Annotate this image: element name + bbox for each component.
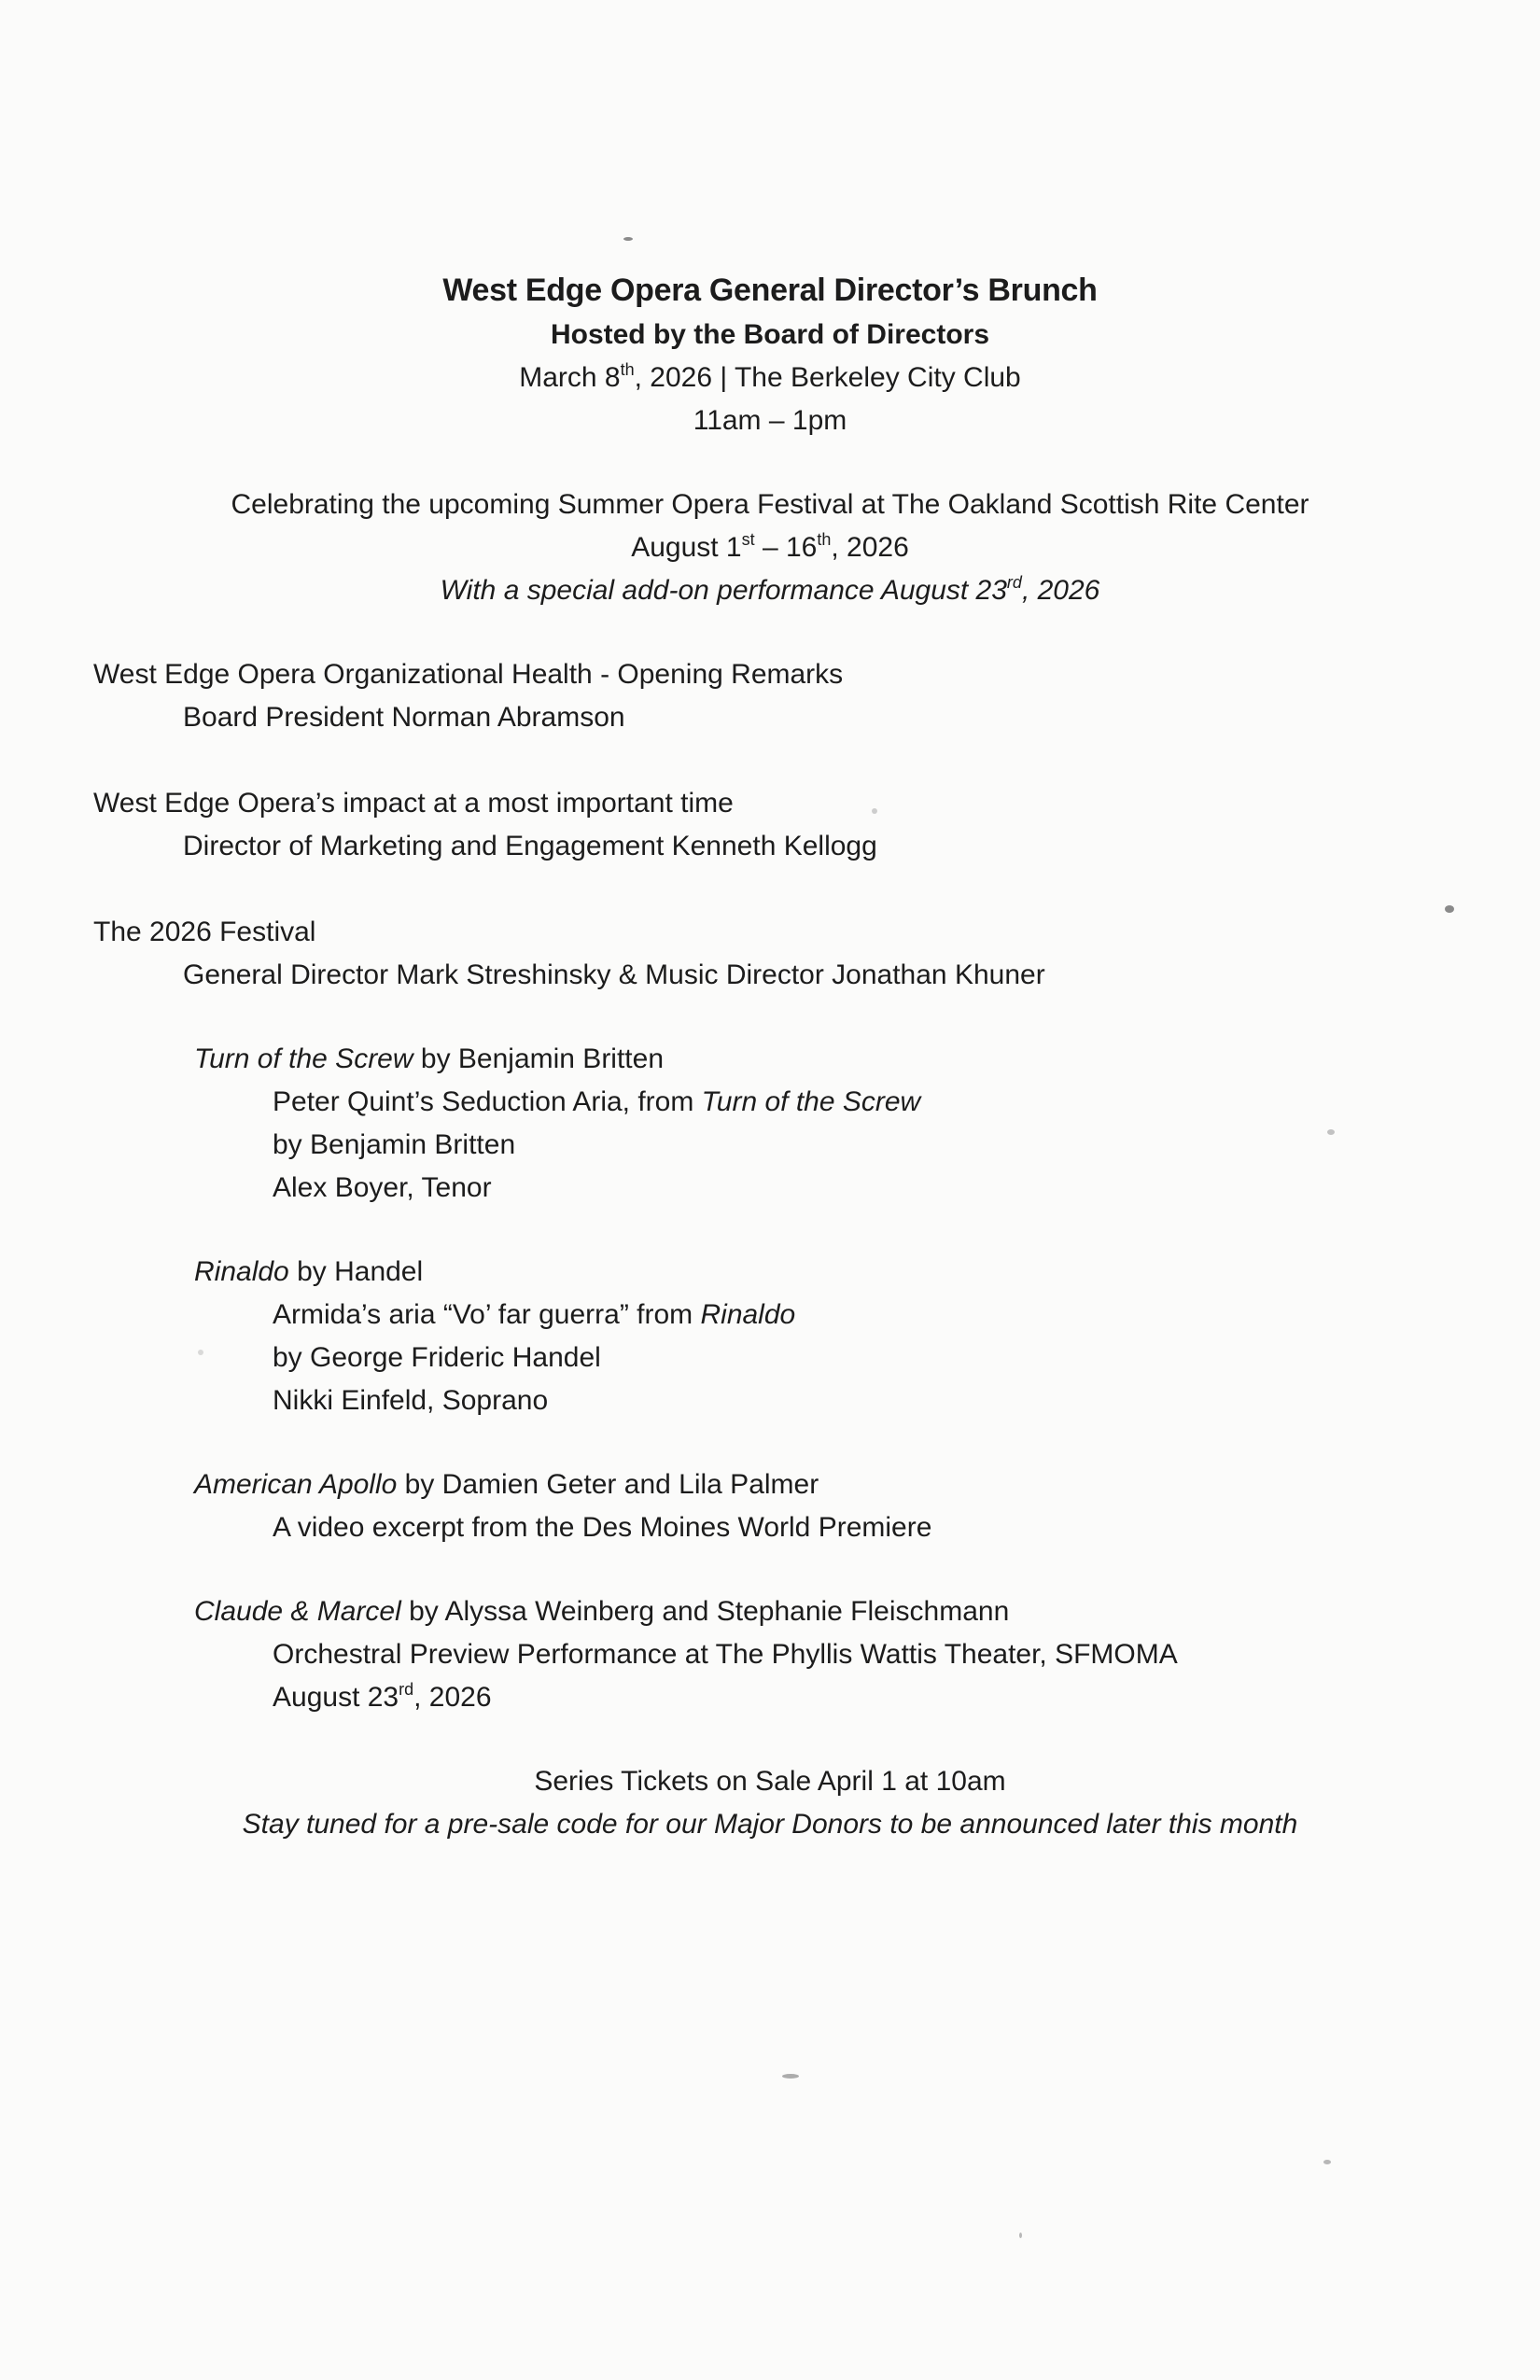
event-host: Hosted by the Board of Directors [550, 319, 990, 350]
work-performer: Alex Boyer, Tenor [273, 1172, 492, 1203]
presale-notice: Stay tuned for a pre-sale code for our Major Donors to be announced later this month [242, 1809, 1298, 1840]
work-detail: Orchestral Preview Performance at The Phyllis Wattis Theater, SFMOMA [273, 1639, 1178, 1670]
program-item-speaker: Board President Norman Abramson [183, 702, 625, 733]
work-heading: Turn of the Screw by Benjamin Britten [194, 1043, 665, 1074]
scan-speck [872, 808, 877, 814]
work-detail: by George Frideric Handel [273, 1342, 601, 1373]
scan-speck [1445, 905, 1454, 913]
event-time: 11am – 1pm [693, 405, 847, 436]
addon-performance: With a special add-on performance August 23rd, 2026 [440, 573, 1100, 606]
program-item-title: The 2026 Festival [93, 917, 316, 947]
work-heading: Rinaldo by Handel [194, 1256, 424, 1287]
scan-speck [198, 1350, 203, 1355]
program-item-title: West Edge Opera’s impact at a most important time [93, 788, 734, 819]
program-item-speaker: General Director Mark Streshinsky & Music Director Jonathan Khuner [183, 959, 1045, 990]
festival-announcement: Celebrating the upcoming Summer Opera Festival at The Oakland Scottish Rite Center [231, 489, 1309, 520]
work-detail: A video excerpt from the Des Moines World Premiere [273, 1512, 932, 1543]
scan-speck [782, 2074, 799, 2079]
work-detail: by Benjamin Britten [273, 1129, 516, 1160]
scan-speck [1327, 1129, 1335, 1135]
event-title: West Edge Opera General Director’s Brunch [442, 273, 1098, 308]
event-date-venue: March 8th, 2026 | The Berkeley City Club [519, 360, 1021, 393]
program-item-title: West Edge Opera Organizational Health - Opening Remarks [93, 659, 844, 690]
ticket-sale-notice: Series Tickets on Sale April 1 at 10am [534, 1766, 1006, 1797]
scan-speck [1323, 2160, 1331, 2164]
work-detail: Armida’s aria “Vo’ far guerra” from Rinaldo [273, 1299, 796, 1330]
work-heading: American Apollo by Damien Geter and Lila Palmer [194, 1469, 819, 1500]
work-detail: Peter Quint’s Seduction Aria, from Turn of the Screw [273, 1086, 921, 1117]
festival-dates: August 1st – 16th, 2026 [631, 530, 909, 563]
work-performer: Nikki Einfeld, Soprano [273, 1385, 549, 1416]
work-heading: Claude & Marcel by Alyssa Weinberg and Stephanie Fleischmann [194, 1596, 1010, 1627]
scan-speck [1019, 2233, 1022, 2238]
program-item-speaker: Director of Marketing and Engagement Kenneth Kellogg [183, 831, 877, 861]
scan-speck [623, 237, 633, 241]
work-date: August 23rd, 2026 [273, 1680, 492, 1713]
